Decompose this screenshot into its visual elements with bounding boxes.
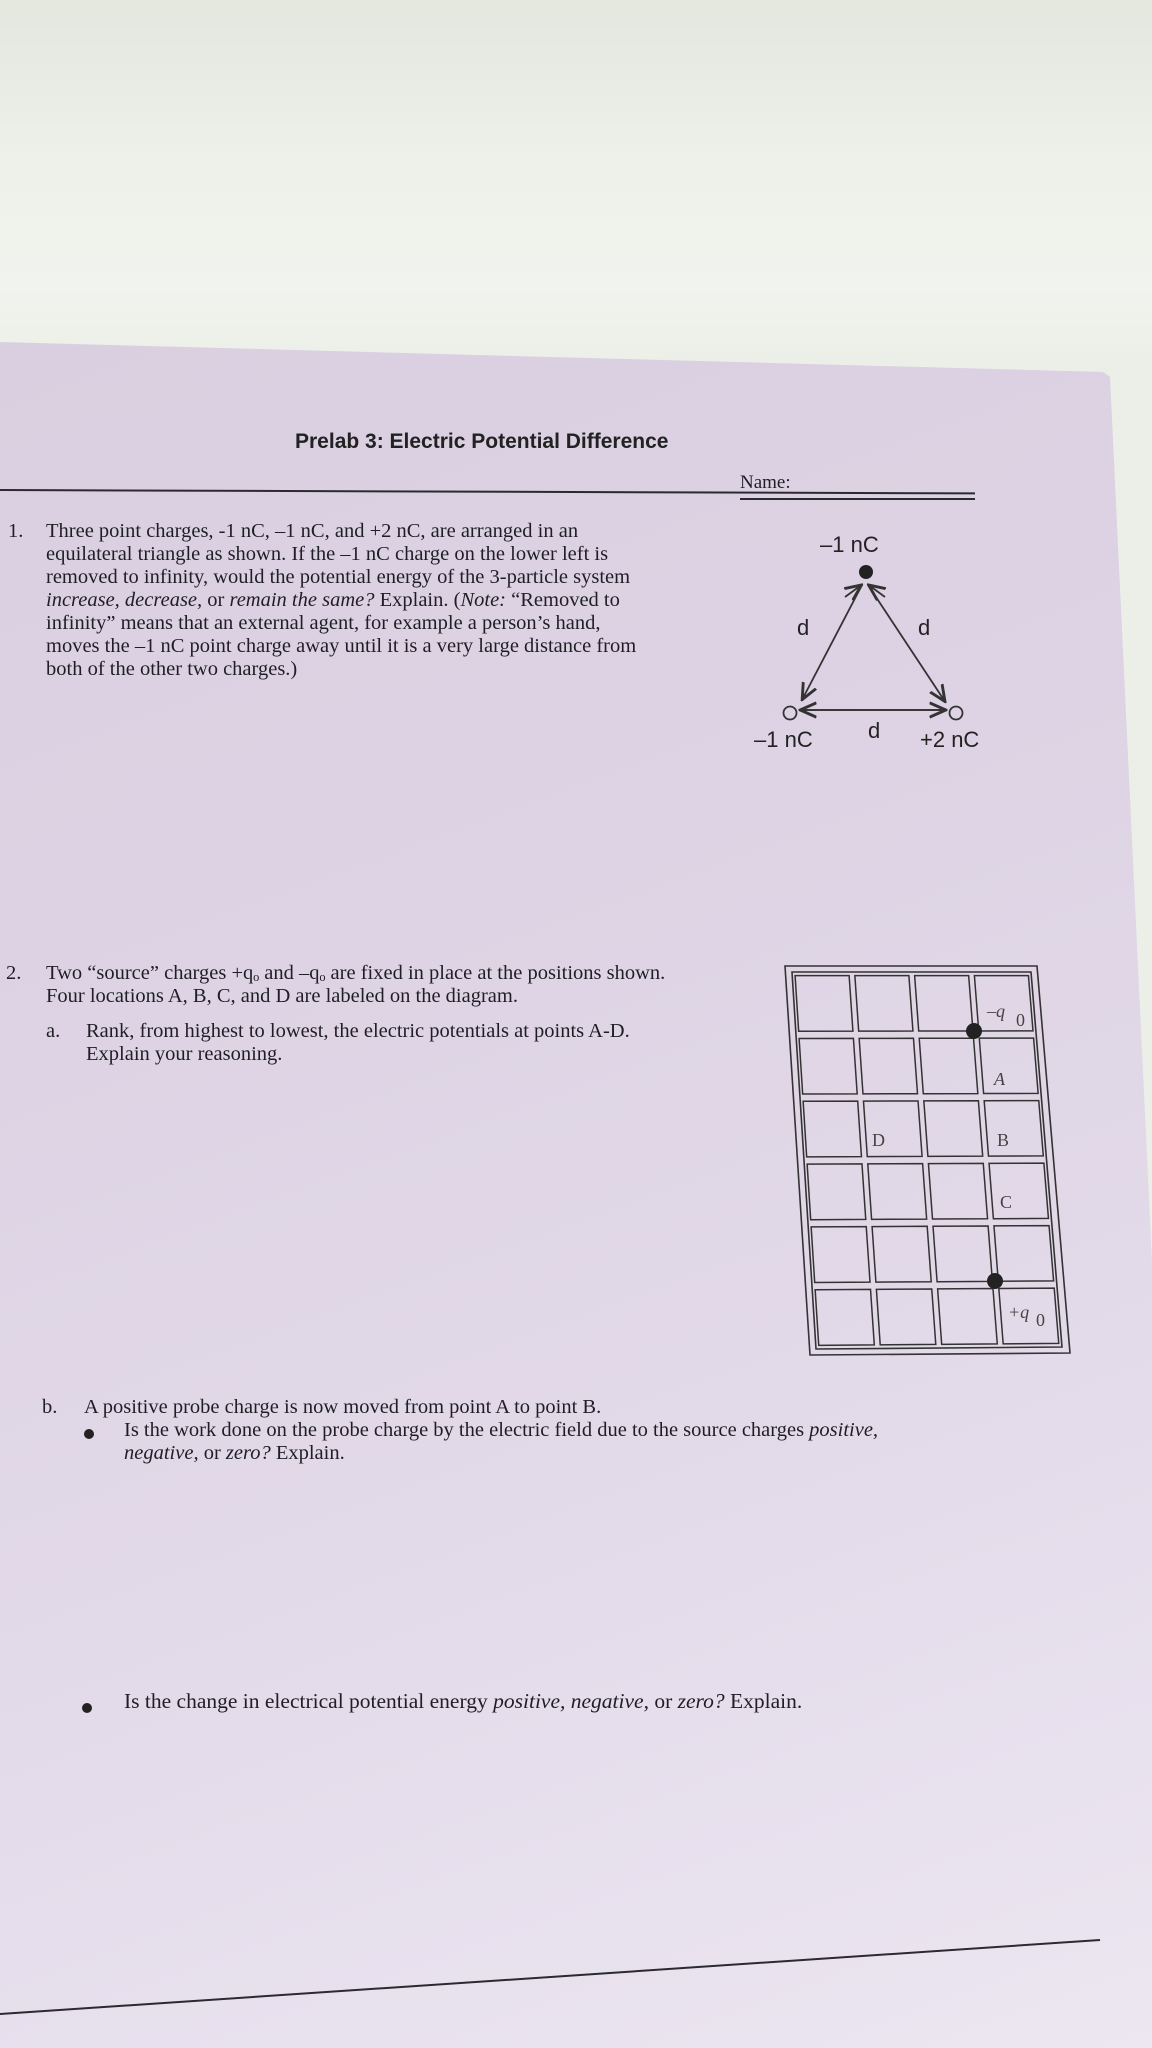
q2a-line: Rank, from highest to lowest, the electric potentials at points A-D. — [86, 1020, 630, 1042]
q2a-label: a. — [46, 1020, 61, 1042]
page-title: Prelab 3: Electric Potential Difference — [295, 430, 669, 453]
pos-charge-subscript: 0 — [1036, 1310, 1045, 1330]
bullet1-text: Is the work done on the probe charge by the electric field due to the source charges — [124, 1419, 810, 1441]
point-a-label: A — [994, 1069, 1005, 1089]
point-c-label: C — [1000, 1192, 1013, 1212]
bullet2-negative: negative, — [565, 1689, 649, 1713]
point-b-label: B — [997, 1130, 1010, 1150]
side-left-label: d — [797, 615, 810, 640]
q1-text-frag: Explain. ( — [374, 589, 461, 611]
q1-line: moves the –1 nC point charge away until it is a very large distance from — [46, 635, 637, 657]
left-charge-label: –1 nC — [754, 727, 813, 752]
q1-or: or — [202, 589, 230, 611]
bullet2-positive: positive, — [493, 1689, 566, 1713]
bullet2-explain: Explain. — [724, 1689, 803, 1713]
bullet2-zero: zero? — [677, 1689, 725, 1713]
q2b-label: b. — [42, 1396, 58, 1418]
q2-line: Two “source” charges +qₒ and –qₒ are fixed in place at the positions shown. — [46, 962, 666, 984]
q2-number: 2. — [6, 962, 22, 984]
bullet1-zero: zero? — [225, 1442, 271, 1464]
q1-note: Note: — [460, 589, 506, 611]
pos-charge-label: +q — [1008, 1302, 1030, 1322]
q1-line: removed to infinity, would the potential energy of the 3-particle system — [46, 566, 631, 588]
side-right-label: d — [918, 615, 931, 640]
q2a-line: Explain your reasoning. — [86, 1043, 283, 1065]
right-charge-label: +2 nC — [920, 727, 980, 752]
q1-line: infinity” means that an external agent, for example a person’s hand, — [46, 612, 601, 634]
q1-number: 1. — [8, 520, 24, 542]
name-label: Name: — [740, 472, 791, 493]
q1-line: equilateral triangle as shown. If the –1 nC charge on the lower left is — [46, 543, 609, 565]
q1-italic: remain the same? — [229, 589, 375, 611]
neg-charge-subscript: 0 — [1016, 1010, 1025, 1030]
side-bottom-label: d — [868, 718, 881, 743]
bullet2-or: or — [648, 1689, 678, 1713]
point-d-label: D — [872, 1130, 885, 1150]
q1-line: both of the other two charges.) — [46, 658, 298, 680]
q1-italic: increase, decrease, — [46, 589, 203, 611]
q1-line: Three point charges, -1 nC, –1 nC, and +2 nC, are arranged in an — [46, 520, 579, 542]
q1-text-frag: “Removed to — [506, 589, 620, 611]
bullet1-explain: Explain. — [270, 1442, 345, 1464]
neg-charge-label: –q — [987, 1001, 1005, 1021]
q2-line: Four locations A, B, C, and D are labeled on the diagram. — [46, 985, 518, 1007]
bullet1-or: or — [198, 1442, 226, 1464]
top-charge-label: –1 nC — [820, 532, 879, 557]
q2b-text: A positive probe charge is now moved from point A to point B. — [84, 1396, 602, 1418]
bullet1-positive: positive, — [809, 1419, 879, 1441]
bullet2-text: Is the change in electrical potential energy — [124, 1689, 494, 1713]
bullet1-negative: negative, — [124, 1442, 199, 1464]
